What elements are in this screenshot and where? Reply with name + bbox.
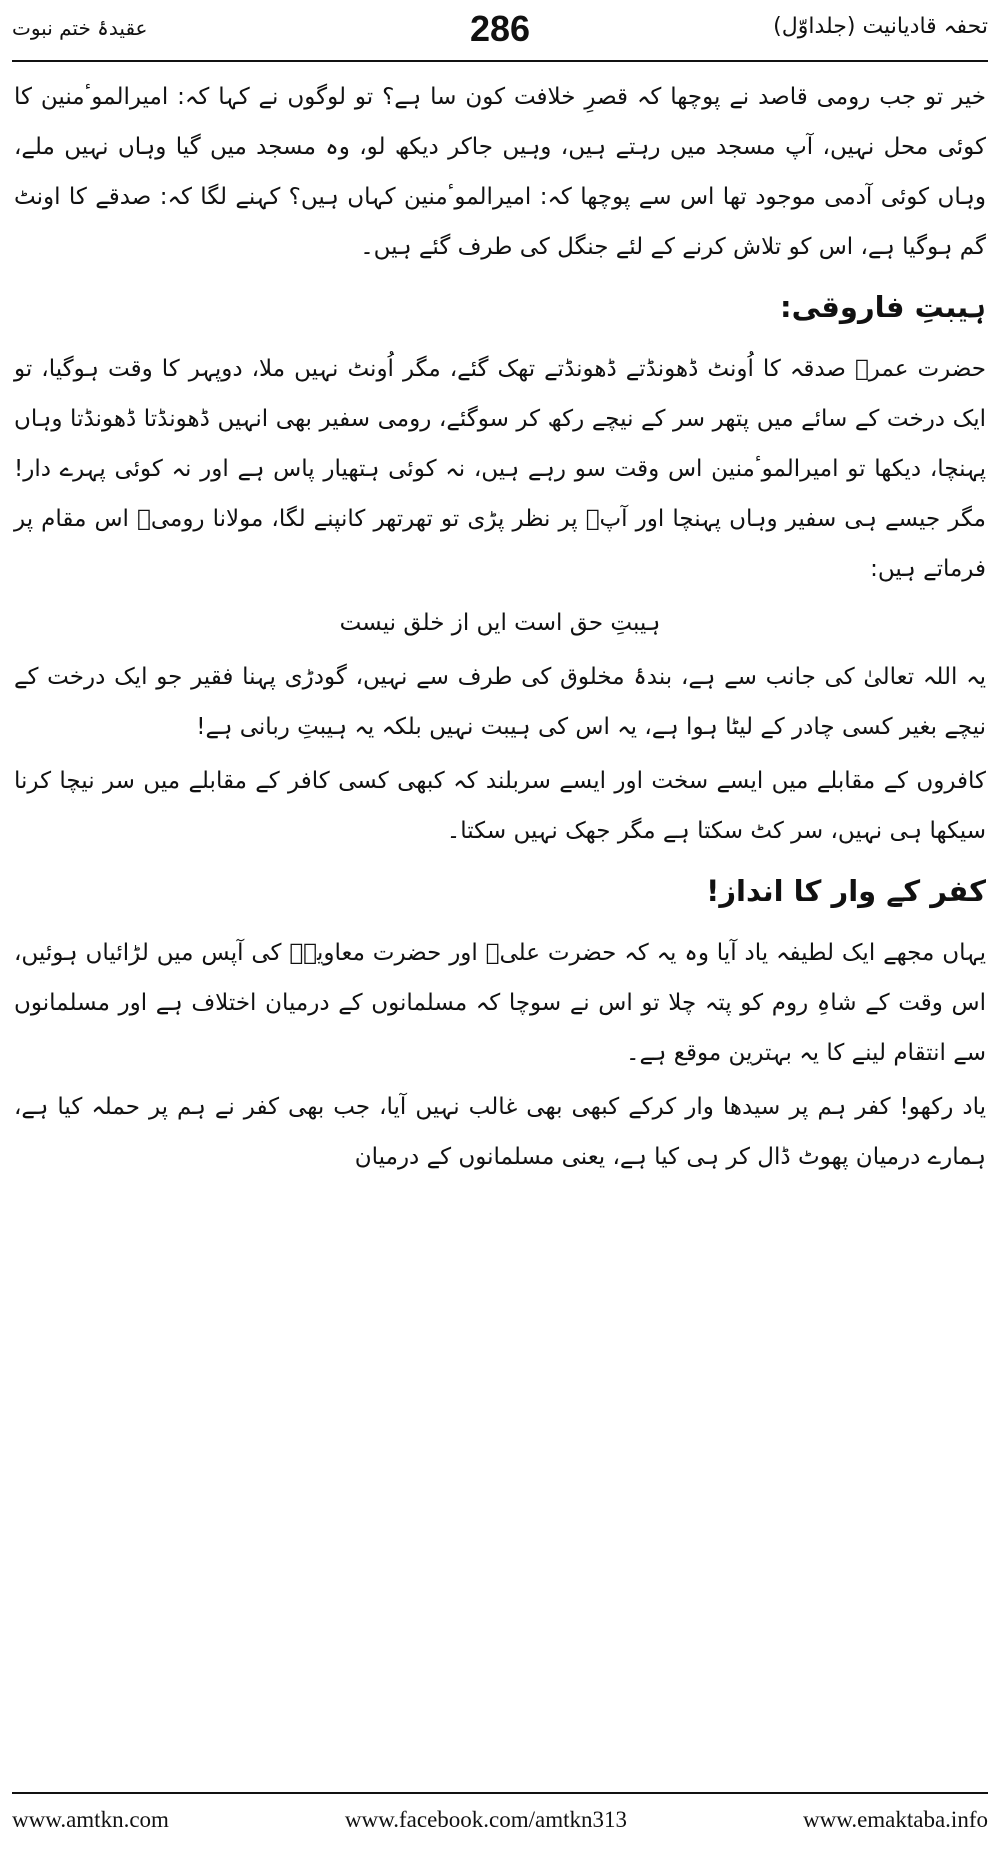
book-title: تحفہ قادیانیت (جلداوّل) xyxy=(773,14,988,39)
paragraph-3: یہ اللہ تعالیٰ کی جانب سے ہے، بندۂ مخلوق کی طرف سے نہیں، گودڑی پہنا فقیر جو ایک درخت کے نیچے بغیر کسی چادر کے لیٹا ہوا ہے، یہ اس کی ہیبت نہیں بلکہ یہ ہیبتِ ربانی ہے! xyxy=(14,664,986,740)
page-body xyxy=(14,72,986,1186)
poem-line: ہیبتِ حق است ایں از خلق نیست xyxy=(339,610,661,636)
paragraph-4: کافروں کے مقابلے میں ایسے سخت اور ایسے سربلند کہ کبھی کسی کافر کے مقابلے میں سر نیچا کرنا سیکھا ہی نہیں، سر کٹ سکتا ہے مگر جھک نہیں سکتا۔ xyxy=(14,768,986,844)
paragraph-1: خیر تو جب رومی قاصد نے پوچھا کہ قصرِ خلافت کون سا ہے؟ تو لوگوں نے کہا کہ: امیرالموٴمنین کا کوئی محل نہیں، آپ مسجد میں رہتے ہیں، وہیں جاکر دیکھ لو، وہ مسجد میں گیا وہاں نہیں ملے، وہاں کوئی آدمی موجود تھا اس سے پوچھا کہ: امیرالموٴمنین کہاں ہیں؟ کہنے لگا کہ: صدقے کا اونٹ گم ہوگیا ہے، اس کو تلاش کرنے کے لئے جنگل کی طرف گئے ہیں۔ xyxy=(14,84,986,260)
paragraph-2: حضرت عمرؓ صدقہ کا اُونٹ ڈھونڈتے ڈھونڈتے تھک گئے، مگر اُونٹ نہیں ملا، دوپہر کا وقت ہوگیا، تو ایک درخت کے سائے میں پتھر سر کے نیچے رکھ کر سوگئے، رومی سفیر بھی انہیں ڈھونڈتا ڈھونڈتا وہاں پہنچا، دیکھا تو امیرالموٴمنین اس وقت سو رہے ہیں، نہ کوئی ہتھیار پاس ہے اور نہ کوئی پہرے دار! مگر جیسے ہی سفیر وہاں پہنچا اور آپؓ پر نظر پڑی تو تھرتھر کانپنے لگا، مولانا رومیؒ اس مقام پر فرماتے ہیں: xyxy=(14,356,986,582)
paragraph-6: یاد رکھو! کفر ہم پر سیدھا وار کرکے کبھی بھی غالب نہیں آیا، جب بھی کفر نے ہم پر حملہ کیا ہے، ہمارے درمیان پھوٹ ڈال کر ہی کیا ہے، یعنی مسلمانوں کے درمیان xyxy=(14,1094,986,1170)
footer-link-amtkn[interactable]: www.amtkn.com xyxy=(12,1807,169,1832)
section-heading-1: ہیبتِ فاروقی: xyxy=(780,290,986,324)
header-divider xyxy=(12,60,988,62)
paragraph-5: یہاں مجھے ایک لطیفہ یاد آیا وہ یہ کہ حضرت علیؓ اور حضرت معاویہؓ کی آپس میں لڑائیاں ہوئیں، اس وقت کے شاہِ روم کو پتہ چلا تو اس نے سوچا کہ مسلمانوں کے درمیان اختلاف ہے اور مسلمانوں سے انتقام لینے کا یہ بہترین موقع ہے۔ xyxy=(14,940,986,1066)
page-number: 286 xyxy=(469,8,531,49)
page-header xyxy=(12,8,988,56)
footer-link-emaktaba[interactable]: www.emaktaba.info xyxy=(802,1807,988,1832)
section-heading-2: کفر کے وار کا انداز! xyxy=(706,874,986,908)
footer-link-facebook[interactable]: www.facebook.com/amtkn313 xyxy=(344,1807,628,1832)
footer-divider xyxy=(12,1792,988,1794)
page-footer xyxy=(12,1800,988,1840)
topic-title: عقیدۂ ختم نبوت xyxy=(12,16,148,40)
